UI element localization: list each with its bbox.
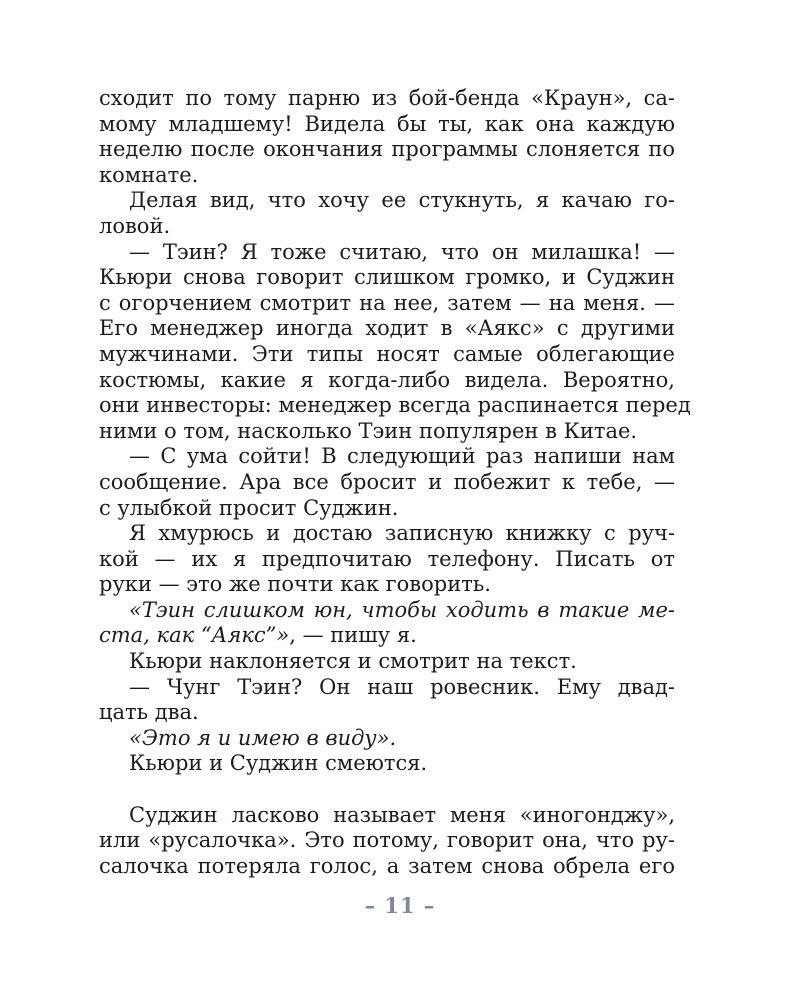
body-text — [99, 86, 691, 879]
text-line: костюмы, какие я когда-либо видела. Вероятно, — [99, 367, 675, 392]
text-line: с улыбкой просит Суджин. — [99, 495, 399, 520]
text-line: сходит по тому парню из бой-бенда «Краун», са- — [99, 86, 675, 110]
text-line: ловой. — [99, 213, 171, 238]
text-line: сообщение. Ара все бросит и побежит к тебе, — — [99, 469, 675, 494]
text-line-mixed — [99, 623, 675, 649]
text-line: Кьюри и Суджин смеются. — [129, 751, 428, 776]
text-line: Кьюри наклоняется и смотрит на текст. — [129, 649, 577, 674]
text-line: Суджин ласково называет меня «иногонджу», — [129, 802, 675, 827]
text-line: мужчинами. Эти типы носят самые облегающие — [99, 341, 675, 366]
text-line: Кьюри снова говорит слишком громко, и Суджин — [99, 265, 675, 290]
text-line: комнате. — [99, 162, 199, 187]
text-line: кой — их я предпочитаю телефону. Писать от — [99, 546, 675, 571]
text-line-italic: «Тэин слишком юн, чтобы ходить в такие ме- — [129, 597, 675, 622]
text-line: неделю после окончания программы слоняется по — [99, 137, 675, 162]
page-number: – 11 – — [364, 893, 436, 918]
text-line: Делая вид, что хочу ее стукнуть, я качаю го- — [129, 188, 675, 213]
text-line: с огорчением смотрит на нее, затем — на меня. — — [99, 290, 675, 315]
section-break — [99, 777, 675, 803]
text-line: — Тэин? Я тоже считаю, что он милашка! — — [129, 239, 675, 264]
text-line: или «русалочка». Это потому, говорит она, что ру- — [99, 828, 675, 853]
text-line: ними о том, насколько Тэин популярен в Китае. — [99, 418, 638, 443]
text-line: цать два. — [99, 700, 199, 725]
text-line: Его менеджер иногда ходит в «Аякс» с другими — [99, 316, 675, 341]
text-line-italic: «Это я и имею в виду». — [129, 725, 397, 750]
text-line: салочка потеряла голос, а затем снова обрела его — [99, 853, 675, 878]
text-line: руки — это же почти как говорить. — [99, 572, 491, 597]
text-line: Я хмурюсь и достаю записную книжку с руч- — [129, 521, 675, 546]
regular-fragment: , — пишу я. — [289, 623, 417, 648]
text-line: мому младшему! Видела бы ты, как она каждую — [99, 111, 675, 136]
text-line: — С ума сойти! В следующий раз напиши нам — [129, 444, 675, 469]
italic-fragment: ста, как “Аякс”» — [99, 623, 290, 648]
text-line: они инвесторы: менеджер всегда распинается перед — [99, 393, 691, 418]
text-line: — Чунг Тэин? Он наш ровесник. Ему двад- — [129, 674, 675, 699]
